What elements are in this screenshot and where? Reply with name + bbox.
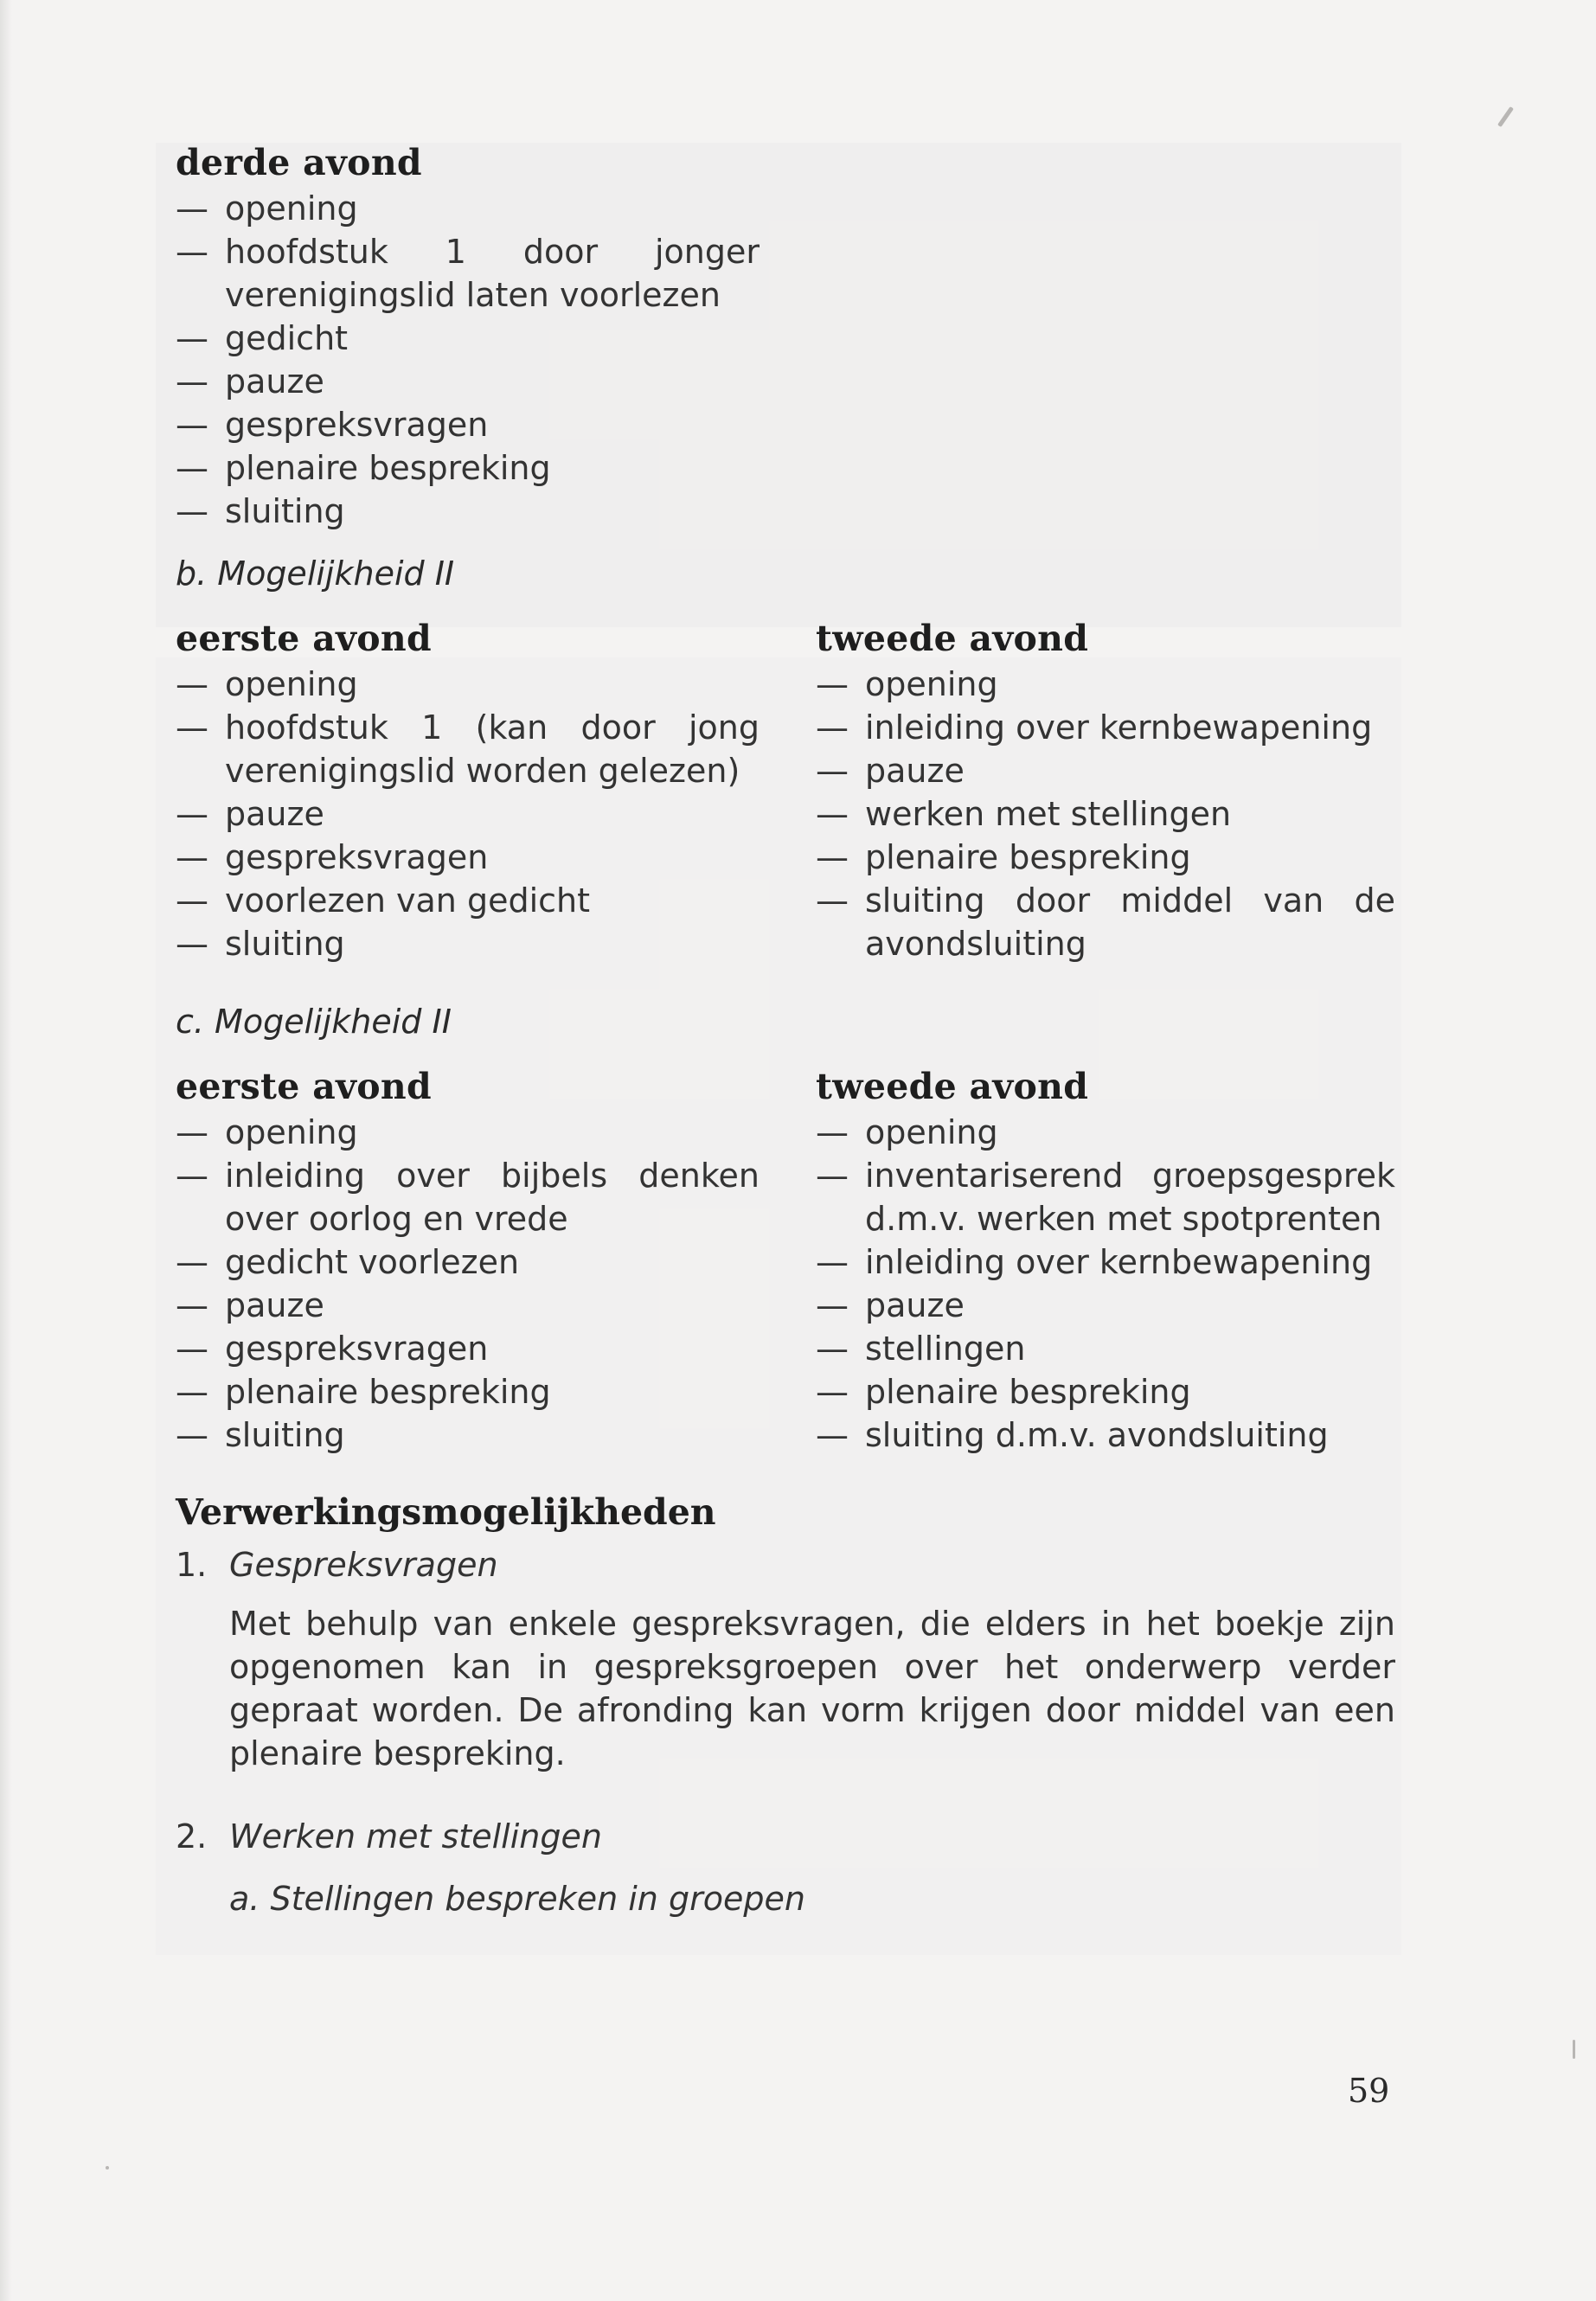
eerste-avond-list bbox=[176, 1111, 760, 1457]
mogelijkheid-b-columns bbox=[176, 614, 1395, 965]
tweede-avond-heading: tweede avond bbox=[816, 618, 1089, 659]
mogelijkheid-c-label: c. Mogelijkheid II bbox=[176, 1003, 452, 1041]
page-edge-shadow bbox=[0, 0, 12, 2301]
list-item: — opening bbox=[816, 663, 1395, 706]
mogelijkheid-c-tweede-avond bbox=[816, 1062, 1395, 1457]
paper-speck bbox=[1497, 106, 1514, 127]
eerste-avond-heading: eerste avond bbox=[176, 618, 432, 659]
gespreksvragen-paragraph: Met behulp van enkele gespreksvragen, die elders in het boekje zijn opgenomen kan in gespreksgroepen over het onderwerp verder gepraat worden. De afronding kan vorm krijgen door middel van een plenaire bespreking. bbox=[229, 1605, 1395, 1772]
eerste-avond-heading: eerste avond bbox=[176, 1066, 432, 1107]
list-item: — hoofdstuk 1 door jonger verenigingslid laten voorlezen bbox=[176, 230, 760, 317]
list-item: — opening bbox=[176, 187, 760, 230]
list-item: — inleiding over kernbewapening bbox=[816, 706, 1395, 749]
paper-speck bbox=[106, 2166, 109, 2170]
list-item: — pauze bbox=[816, 1284, 1395, 1327]
list-item: — sluiting bbox=[176, 490, 760, 533]
list-item: — gedicht voorlezen bbox=[176, 1240, 760, 1284]
mogelijkheid-c-section bbox=[176, 1000, 1395, 1457]
page-content bbox=[176, 138, 1395, 1920]
verwerking-item-1 bbox=[176, 1543, 1395, 1586]
list-item: — stellingen bbox=[816, 1327, 1395, 1370]
mogelijkheid-b-label: b. Mogelijkheid II bbox=[176, 554, 455, 593]
list-item: — hoofdstuk 1 (kan door jong verenigingslid worden gelezen) bbox=[176, 706, 760, 792]
list-item: — opening bbox=[816, 1111, 1395, 1154]
list-item: — plenaire bespreking bbox=[816, 836, 1395, 879]
list-item: — opening bbox=[176, 1111, 760, 1154]
list-item: — inleiding over kernbewapening bbox=[816, 1240, 1395, 1284]
list-item: — inventariserend groepsgesprek d.m.v. werken met spotprenten bbox=[816, 1154, 1395, 1240]
list-item: — sluiting bbox=[176, 1413, 760, 1457]
list-item: — opening bbox=[176, 663, 760, 706]
page-number: 59 bbox=[1348, 2072, 1390, 2110]
list-item: — sluiting d.m.v. avondsluiting bbox=[816, 1413, 1395, 1457]
tweede-avond-list bbox=[816, 663, 1395, 965]
verwerking-section bbox=[176, 1488, 1395, 1920]
mogelijkheid-c-columns bbox=[176, 1062, 1395, 1457]
list-item: — sluiting door middel van de avondsluiting bbox=[816, 879, 1395, 965]
list-item: — gedicht bbox=[176, 317, 760, 360]
list-item: — gespreksvragen bbox=[176, 403, 760, 446]
list-item: — sluiting bbox=[176, 922, 760, 965]
list-item: — voorlezen van gedicht bbox=[176, 879, 760, 922]
mogelijkheid-b-section bbox=[176, 552, 1395, 965]
list-item: — werken met stellingen bbox=[816, 792, 1395, 836]
mogelijkheid-b-tweede-avond bbox=[816, 614, 1395, 965]
tweede-avond-list bbox=[816, 1111, 1395, 1457]
item-number: 2. bbox=[176, 1817, 208, 1856]
item-label: Werken met stellingen bbox=[229, 1817, 602, 1856]
verwerking-item-2 bbox=[176, 1815, 1395, 1858]
list-item: — pauze bbox=[176, 360, 760, 403]
item-label: Gespreksvragen bbox=[229, 1546, 498, 1584]
list-item: — plenaire bespreking bbox=[176, 1370, 760, 1413]
list-item: — gespreksvragen bbox=[176, 1327, 760, 1370]
tweede-avond-heading: tweede avond bbox=[816, 1066, 1089, 1107]
list-item: — inleiding over bijbels denken over oorlog en vrede bbox=[176, 1154, 760, 1240]
derde-avond-heading: derde avond bbox=[176, 142, 422, 183]
list-item: — pauze bbox=[816, 749, 1395, 792]
mogelijkheid-b-eerste-avond bbox=[176, 614, 760, 965]
mogelijkheid-c-eerste-avond bbox=[176, 1062, 760, 1457]
list-item: — plenaire bespreking bbox=[816, 1370, 1395, 1413]
verwerking-heading: Verwerkingsmogelijkheden bbox=[176, 1491, 716, 1533]
derde-avond-section bbox=[176, 138, 1395, 533]
item-number: 1. bbox=[176, 1546, 208, 1584]
verwerking-item-2a: a. Stellingen bespreken in groepen bbox=[229, 1880, 805, 1918]
paper-speck bbox=[1573, 2040, 1575, 2059]
list-item: — plenaire bespreking bbox=[176, 446, 760, 490]
eerste-avond-list bbox=[176, 663, 760, 965]
list-item: — pauze bbox=[176, 1284, 760, 1327]
list-item: — pauze bbox=[176, 792, 760, 836]
list-item: — gespreksvragen bbox=[176, 836, 760, 879]
derde-avond-list bbox=[176, 187, 760, 533]
